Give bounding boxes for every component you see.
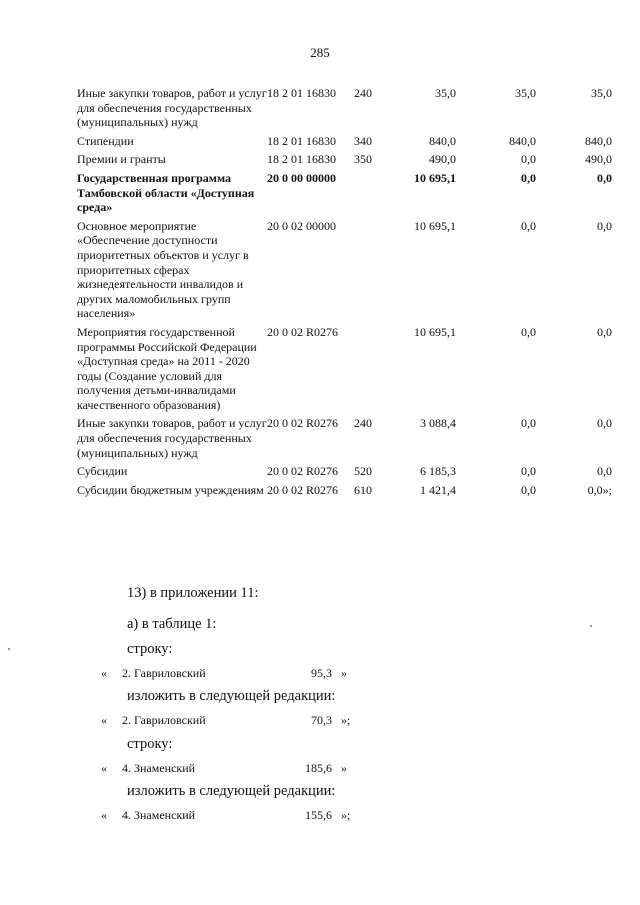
item-13-heading: 13) в приложении 11: [127, 585, 259, 601]
amount-year1-cell: 3 088,4 [420, 416, 456, 431]
amount-year1-cell: 10 695,1 [414, 170, 456, 185]
row-name-cell: Стипендии [77, 133, 134, 148]
expense-type-cell: 240 [354, 416, 372, 431]
expense-type-cell: 350 [354, 152, 372, 167]
row-name-cell: Премии и гранты [77, 152, 166, 167]
row-name-cell: Иные закупки товаров, работ и услуг для обеспечения государственных (муниципальных) нужд [77, 416, 267, 460]
amount-year3-cell: 490,0 [585, 152, 612, 167]
quote-open: « [101, 666, 107, 680]
item-a-heading: а) в таблице 1: [127, 616, 217, 632]
table-row [77, 412, 612, 460]
amount-year3-cell: 0,0 [597, 218, 612, 233]
page-number: 285 [310, 45, 330, 60]
budget-code-cell: 18 2 01 16830 [267, 152, 336, 167]
budget-code-cell: 20 0 02 R0276 [267, 324, 339, 339]
expense-type-cell: 240 [354, 86, 372, 100]
amount-year1-cell: 10 695,1 [414, 324, 456, 339]
row-name-cell: Основное мероприятие «Обеспечение доступности приоритетных объектов и услуг в приоритетных сферах жизнедеятельности инвалидов и других маломобильных групп населения» [77, 218, 249, 321]
amount-year2-cell: 35,0 [515, 86, 536, 100]
quote-close: »; [341, 808, 351, 822]
amount-year1-cell: 1 421,4 [420, 482, 456, 497]
budget-code-cell: 20 0 02 00000 [267, 218, 336, 233]
budget-code-cell: 20 0 00 00000 [267, 170, 336, 185]
budget-code-cell: 18 2 01 16830 [267, 86, 336, 100]
replacement-row-value: 70,3 [311, 713, 332, 727]
row-name-cell: Иные закупки товаров, работ и услуг для обеспечения государственных (муниципальных) нужд [77, 86, 267, 130]
amount-year3-cell: 0,0 [597, 170, 612, 185]
amount-year2-cell: 840,0 [509, 133, 536, 148]
budget-code-cell: 20 0 02 R0276 [267, 482, 339, 497]
replacement-row-value: 95,3 [311, 666, 332, 680]
budget-code-cell: 18 2 01 16830 [267, 133, 336, 148]
amount-year3-cell: 840,0 [585, 133, 612, 148]
scan-speck [8, 648, 10, 650]
row-instruction: строку: [127, 736, 173, 752]
amount-year1-cell: 35,0 [435, 86, 456, 100]
quote-close: » [341, 666, 347, 680]
row-name-cell: Мероприятия государственной программы Российской Федерации «Доступная среда» на 2011 - 2020 годы (Создание условий для получения детьми-инвалидами качественного образования) [77, 324, 257, 412]
table-row [77, 86, 612, 130]
table-row [77, 215, 612, 321]
expense-type-cell [354, 321, 389, 413]
budget-code-cell: 20 0 02 R0276 [267, 464, 339, 479]
replacement-row-value: 185,6 [305, 761, 332, 775]
expense-type-cell: 340 [354, 133, 372, 148]
quote-open: « [101, 713, 107, 727]
quote-open: « [101, 761, 107, 775]
quote-open: « [101, 808, 107, 822]
change-instruction: изложить в следующей редакции: [127, 688, 336, 704]
change-instruction: изложить в следующей редакции: [127, 783, 336, 799]
amount-year2-cell: 0,0 [521, 416, 536, 431]
amount-year1-cell: 840,0 [429, 133, 456, 148]
amount-year3-cell: 35,0 [591, 86, 612, 100]
amount-year3-cell: 0,0 [597, 464, 612, 479]
amount-year3-cell: 0,0 [597, 416, 612, 431]
row-name-cell: Субсидии [77, 464, 128, 479]
amount-year3-cell: 0,0 [597, 324, 612, 339]
table-row [77, 167, 612, 215]
quote-close: » [341, 761, 347, 775]
amount-year2-cell: 0,0 [521, 482, 536, 497]
scan-speck [590, 625, 592, 627]
expense-type-cell: 610 [354, 482, 372, 497]
amount-year1-cell: 10 695,1 [414, 218, 456, 233]
amount-year2-cell: 0,0 [521, 464, 536, 479]
expense-type-cell [354, 215, 389, 321]
table-row [77, 460, 612, 479]
budget-code-cell: 20 0 02 R0276 [267, 416, 339, 431]
replacement-row-name: 4. Знаменский [122, 761, 196, 775]
replacement-row-name: 2. Гавриловский [122, 713, 206, 727]
amount-year3-cell: 0,0»; [587, 482, 612, 497]
expense-type-cell [354, 167, 389, 215]
table-row [77, 321, 612, 413]
row-name-cell: Субсидии бюджетным учреждениям [77, 482, 264, 497]
budget-table [77, 86, 612, 497]
replacement-row-value: 155,6 [305, 808, 332, 822]
quote-close: »; [341, 713, 351, 727]
row-instruction: строку: [127, 641, 173, 657]
table-row [77, 148, 612, 167]
amount-year1-cell: 6 185,3 [420, 464, 456, 479]
row-name-cell: Государственная программа Тамбовской области «Доступная среда» [77, 170, 255, 215]
table-row [77, 479, 612, 498]
amount-year2-cell: 0,0 [521, 152, 536, 167]
amount-year2-cell: 0,0 [521, 170, 536, 185]
amount-year2-cell: 0,0 [521, 218, 536, 233]
table-row [77, 130, 612, 149]
replacement-row-name: 2. Гавриловский [122, 666, 206, 680]
expense-type-cell: 520 [354, 464, 372, 479]
replacement-row-name: 4. Знаменский [122, 808, 196, 822]
amount-year2-cell: 0,0 [521, 324, 536, 339]
amount-year1-cell: 490,0 [429, 152, 456, 167]
